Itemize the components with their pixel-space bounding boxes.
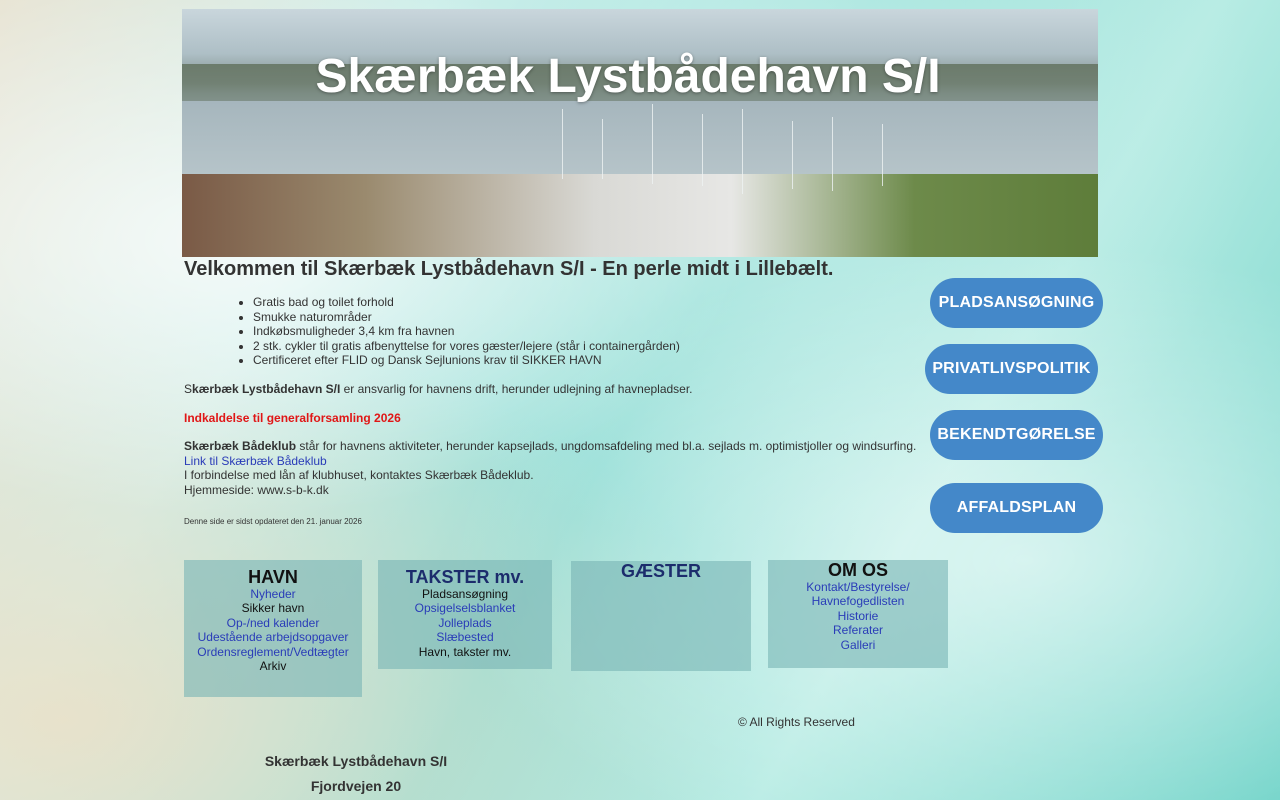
- nav-link-havnefoged[interactable]: Havnefogedlisten: [811, 594, 905, 609]
- nav-box-title: HAVN: [248, 567, 298, 587]
- banner-mast: [882, 124, 883, 186]
- banner-mast: [792, 121, 793, 189]
- affaldsplan-button[interactable]: AFFALDSPLAN: [930, 483, 1103, 533]
- nav-box-om-os: [768, 560, 948, 668]
- intro-rest: er ansvarlig for havnens drift, herunder udlejning af havnepladser.: [340, 382, 693, 396]
- club-section: [184, 439, 916, 497]
- nav-link-opsigelse[interactable]: Opsigelselsblanket: [414, 601, 516, 616]
- nav-link-galleri[interactable]: Galleri: [840, 637, 876, 652]
- banner-mast: [742, 109, 743, 194]
- banner-water: [182, 101, 1098, 181]
- intro-text: [184, 382, 693, 397]
- nav-link-kalender[interactable]: Op-/ned kalender: [226, 615, 320, 630]
- list-item: • Gratis bad og toilet forhold: [253, 295, 680, 310]
- banner-town: [182, 174, 1098, 257]
- club-link[interactable]: Link til Skærbæk Bådeklub: [184, 453, 327, 468]
- nav-link-kontakt[interactable]: Kontakt/Bestyrelse/: [806, 580, 910, 594]
- feature-list: [253, 295, 680, 368]
- nav-link-historie[interactable]: Historie: [837, 608, 879, 623]
- nav-box-title: OM OS: [827, 560, 888, 580]
- nav-link-slaebested[interactable]: Slæbested: [436, 630, 494, 645]
- intro-lead: S: [184, 382, 193, 396]
- nav-item-sikker-havn[interactable]: Sikker havn: [241, 601, 305, 616]
- club-loan-text: I forbindelse med lån af klubhuset, kontaktes Skærbæk Bådeklub.: [184, 468, 534, 483]
- site-title: Skærbæk Lystbådehavn S/I: [315, 50, 941, 103]
- banner-mast: [602, 119, 603, 179]
- nav-item-pladsansogning[interactable]: Pladsansøgning: [421, 587, 509, 601]
- list-item: • 2 stk. cykler til gratis afbenyttelse for vores gæster/lejere (står i containergården): [253, 339, 680, 354]
- privacy-policy-button[interactable]: PRIVATLIVSPOLITIK: [925, 344, 1098, 394]
- nav-box-title: TAKSTER mv.: [405, 567, 525, 587]
- nav-item-arkiv[interactable]: Arkiv: [259, 659, 287, 674]
- banner-mast: [652, 104, 653, 184]
- nav-link-ordensreglement[interactable]: Ordensreglement/Vedtægter: [197, 644, 349, 659]
- bekendtgorelse-button[interactable]: BEKENDTGØRELSE: [930, 410, 1103, 460]
- header-banner: [182, 9, 1098, 257]
- footer-street: Fjordvejen 20: [310, 778, 402, 794]
- nav-link-nyheder[interactable]: Nyheder: [250, 587, 296, 601]
- footer-company-name: Skærbæk Lystbådehavn S/I: [264, 753, 448, 769]
- banner-mast: [702, 114, 703, 186]
- nav-box-gaester: [571, 561, 751, 671]
- last-updated: Denne side er sidst opdateret den 21. januar 2026: [184, 517, 362, 526]
- club-description: [184, 439, 916, 454]
- club-name: Skærbæk Bådeklub: [184, 439, 297, 453]
- intro-company: kærbæk Lystbådehavn S/I: [192, 382, 341, 396]
- list-item: • Indkøbsmuligheder 3,4 km fra havnen: [253, 324, 680, 339]
- nav-link-jolleplads[interactable]: Jolleplads: [438, 615, 492, 630]
- banner-mast: [832, 117, 833, 191]
- list-item: • Smukke naturområder: [253, 310, 680, 325]
- nav-box-takster: [378, 560, 552, 669]
- club-homepage: Hjemmeside: www.s-b-k.dk: [184, 482, 329, 497]
- nav-item-takster[interactable]: Havn, takster mv.: [418, 644, 512, 659]
- nav-link-referater[interactable]: Referater: [832, 623, 884, 638]
- nav-link-arbejdsopgaver[interactable]: Udestående arbejdsopgaver: [197, 630, 349, 645]
- nav-box-title[interactable]: GÆSTER: [620, 561, 701, 581]
- nav-box-havn: [184, 560, 362, 697]
- pladsansogning-button[interactable]: PLADSANSØGNING: [930, 278, 1103, 328]
- club-rest: står for havnens aktiviteter, herunder kapsejlads, ungdomsafdeling med bl.a. sejlads m. optimistjoller og windsurfing.: [296, 439, 917, 453]
- welcome-heading: Velkommen til Skærbæk Lystbådehavn S/I - En perle midt i Lillebælt.: [184, 258, 834, 280]
- banner-mast: [562, 109, 563, 179]
- general-assembly-notice[interactable]: Indkaldelse til generalforsamling 2026: [184, 411, 401, 425]
- copyright: © All Rights Reserved: [738, 715, 855, 729]
- list-item: • Certificeret efter FLID og Dansk Sejlunions krav til SIKKER HAVN: [253, 353, 680, 368]
